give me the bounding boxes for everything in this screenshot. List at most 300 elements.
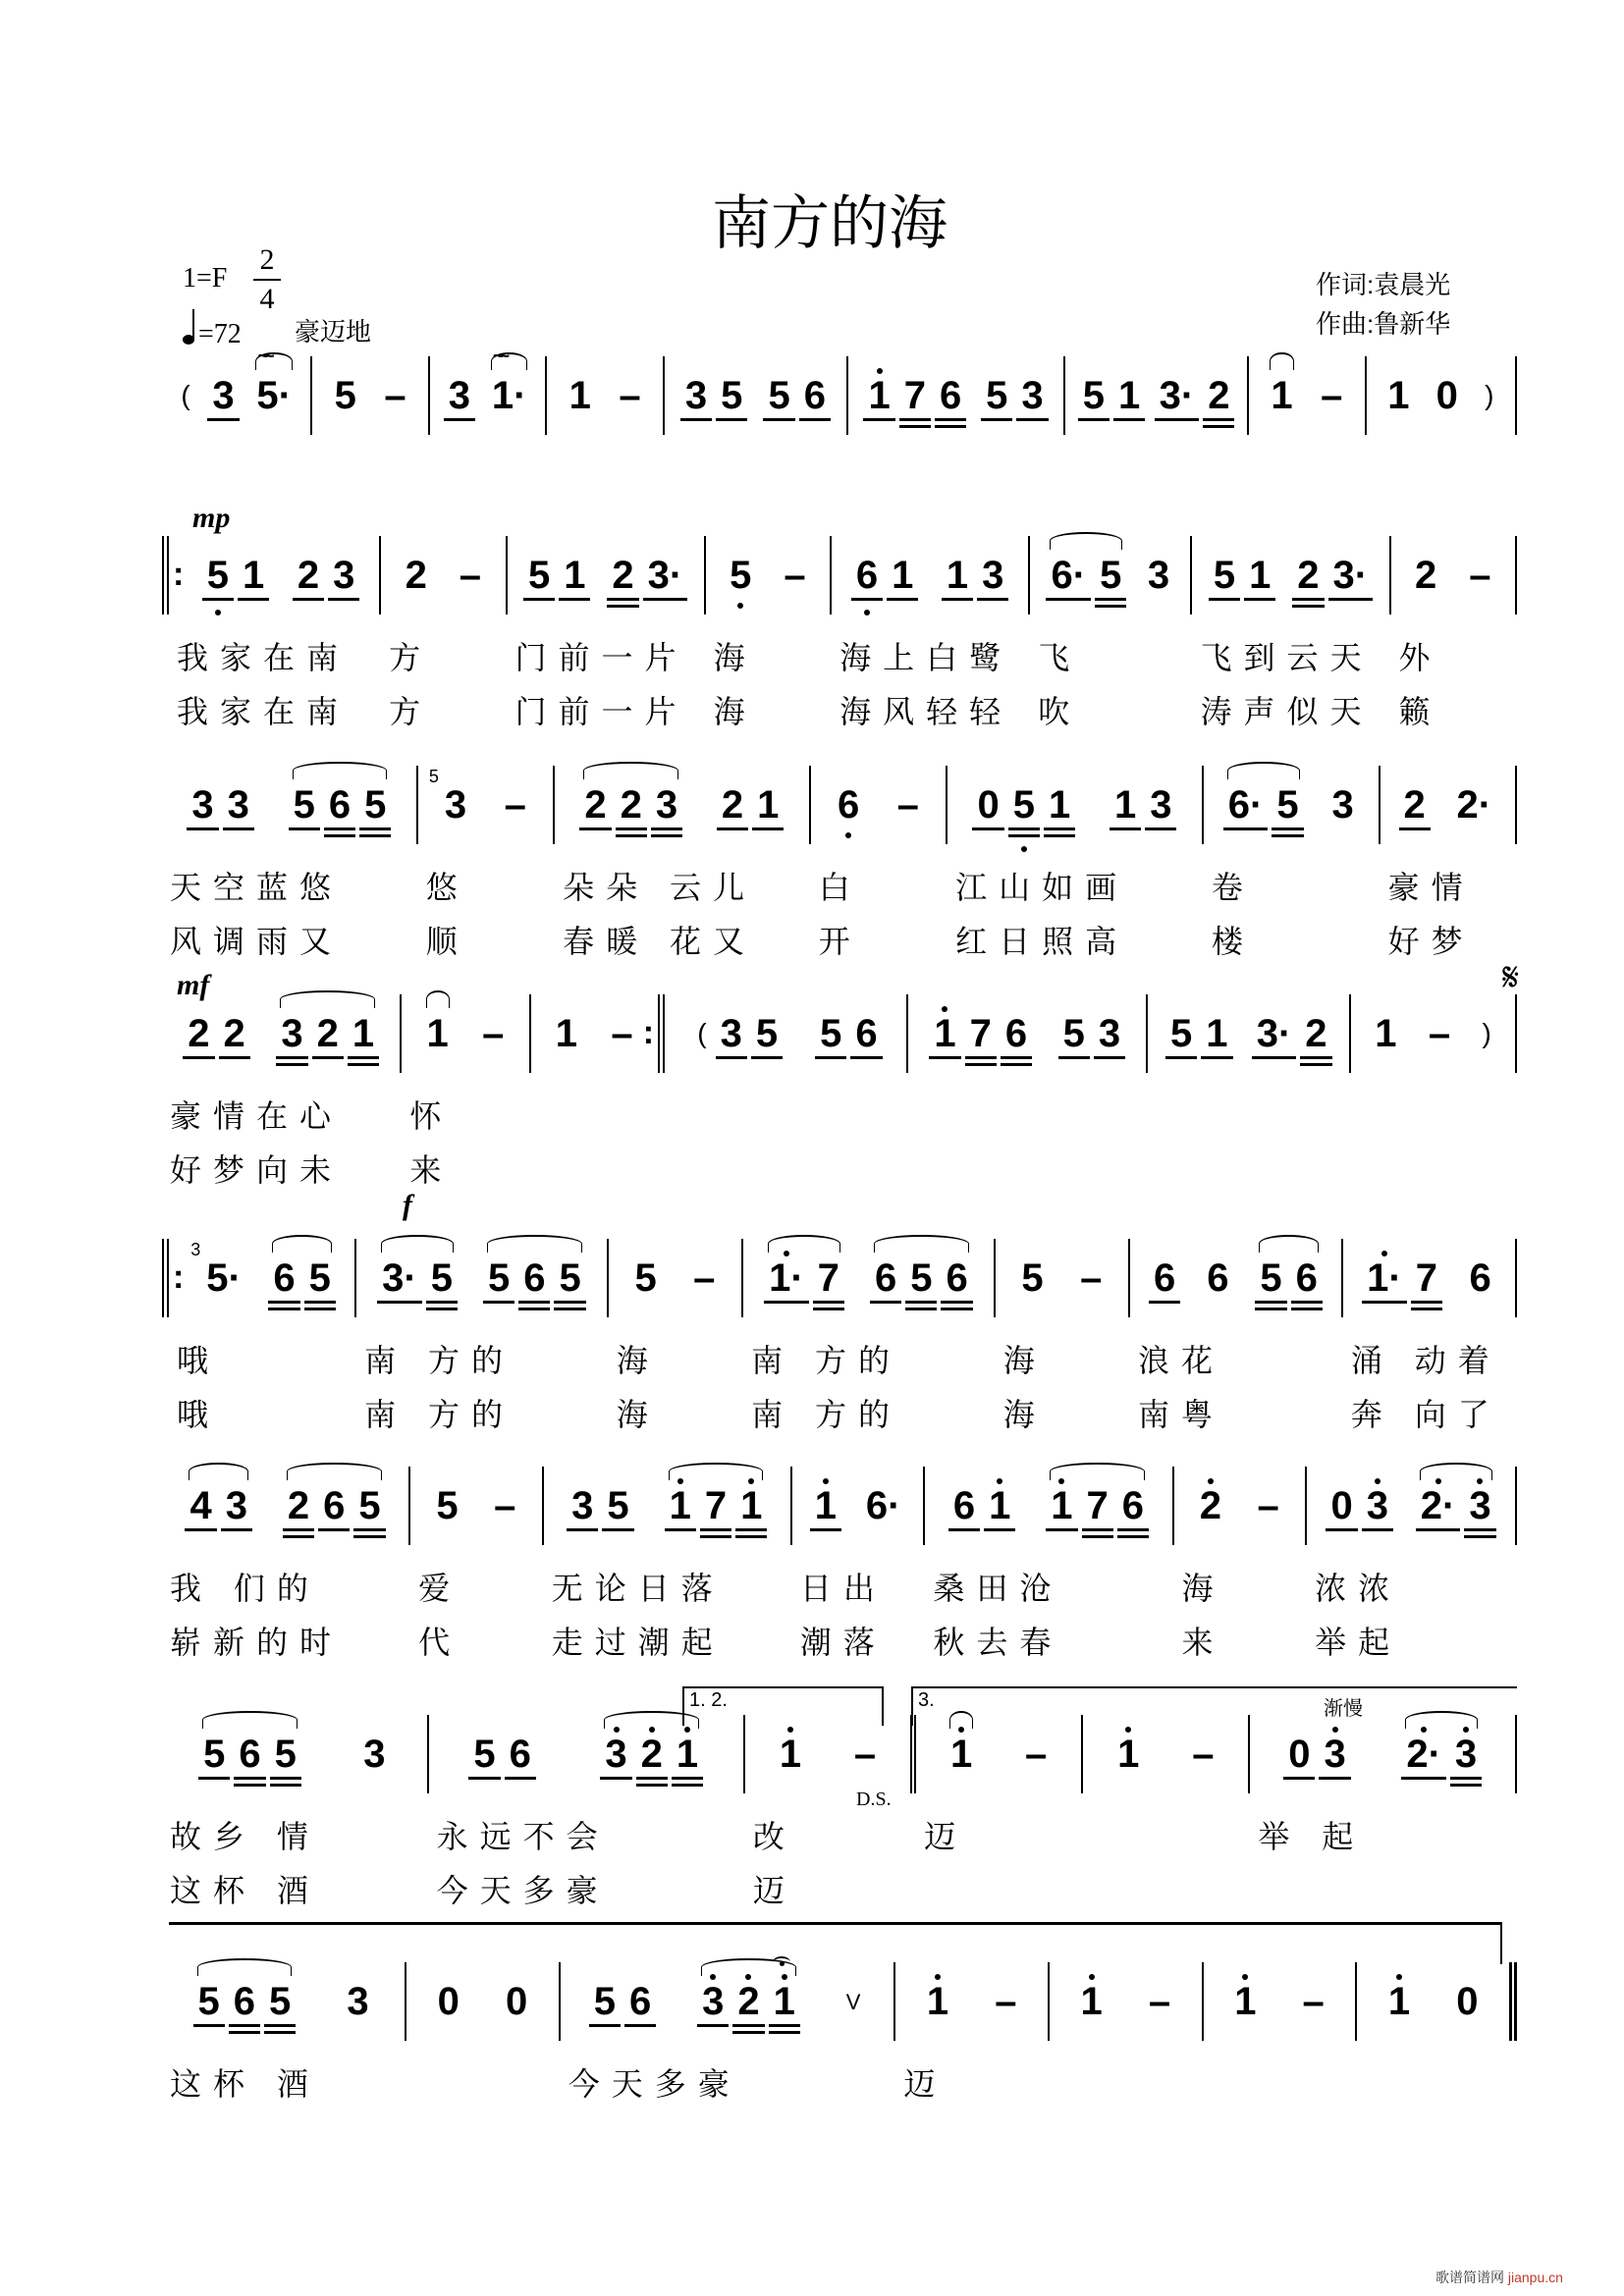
underline bbox=[238, 598, 269, 601]
parenthesis bbox=[1478, 372, 1500, 419]
beat bbox=[1250, 1010, 1334, 1057]
measure bbox=[923, 1467, 1171, 1660]
beat bbox=[274, 1010, 381, 1057]
note bbox=[988, 1978, 1023, 2025]
beat bbox=[1422, 1010, 1457, 1057]
lyric-line-1: 方 bbox=[389, 640, 433, 675]
dynamic-mp: mp bbox=[192, 502, 231, 534]
note bbox=[885, 552, 920, 599]
note-digit: 6 bbox=[855, 1012, 878, 1055]
note-digit: 1 bbox=[1387, 374, 1410, 417]
measure bbox=[559, 1962, 894, 2102]
underline bbox=[799, 418, 831, 421]
measure bbox=[428, 346, 546, 435]
augmentation-dot: · bbox=[1478, 783, 1492, 827]
note bbox=[1408, 552, 1443, 599]
note bbox=[475, 1010, 511, 1057]
underline bbox=[1008, 834, 1040, 837]
beat bbox=[466, 1731, 538, 1778]
underline bbox=[1209, 598, 1240, 601]
high-octave-dot bbox=[823, 1478, 829, 1484]
note-digit: 5 bbox=[206, 1256, 229, 1300]
fermata-icon bbox=[773, 1956, 790, 1968]
note-digit: 5 bbox=[910, 1256, 933, 1300]
composer-credit: 作曲:鲁新华 bbox=[1316, 309, 1451, 339]
beat bbox=[762, 1255, 846, 1302]
underline bbox=[353, 1535, 385, 1538]
note bbox=[1281, 1731, 1317, 1778]
note-digit: 1 bbox=[1051, 1484, 1073, 1527]
low-octave-dot bbox=[737, 603, 743, 609]
note bbox=[627, 1255, 663, 1302]
note-digit: 6 bbox=[1207, 1256, 1229, 1300]
lyric-line-1: 迈 bbox=[924, 1819, 968, 1854]
note-digit: 3 bbox=[684, 374, 708, 417]
note bbox=[377, 372, 412, 419]
beat bbox=[1056, 1010, 1128, 1057]
note-digit: – bbox=[693, 1256, 716, 1300]
note bbox=[897, 372, 933, 419]
note bbox=[262, 1978, 298, 2025]
watermark-site: 歌谱简谱网 bbox=[1435, 2269, 1504, 2285]
note-digit: 6 bbox=[1295, 1256, 1318, 1300]
underline bbox=[304, 1301, 336, 1304]
note-digit: 5 bbox=[730, 554, 752, 597]
note bbox=[761, 372, 796, 419]
note-digit: 5 bbox=[1082, 374, 1105, 417]
beat bbox=[587, 1978, 659, 2025]
underline bbox=[202, 598, 234, 601]
underline bbox=[221, 1528, 252, 1531]
high-octave-dot bbox=[649, 1727, 655, 1733]
note-digit: 6 bbox=[273, 1256, 296, 1300]
beat bbox=[1368, 1010, 1403, 1057]
beat bbox=[442, 372, 477, 419]
note bbox=[939, 1255, 974, 1302]
note-digit: 1 bbox=[814, 1484, 837, 1527]
beat bbox=[174, 372, 196, 419]
note-digit: 3 bbox=[212, 374, 235, 417]
beat bbox=[1108, 781, 1179, 828]
note-digit: 5 bbox=[274, 1733, 297, 1776]
note bbox=[340, 1978, 375, 2025]
note-digit: 0 bbox=[1330, 1484, 1353, 1527]
underline bbox=[1078, 418, 1110, 421]
underline bbox=[1362, 1301, 1407, 1304]
dynamic-mf: mf bbox=[177, 969, 210, 1001]
beat bbox=[185, 781, 256, 828]
lyric-line-1: 无论日落 bbox=[551, 1571, 725, 1606]
volta-3-continuation bbox=[169, 1922, 1502, 1964]
beat bbox=[1074, 1978, 1110, 2025]
beat bbox=[1478, 372, 1500, 419]
measure bbox=[846, 356, 1063, 435]
underline bbox=[1203, 418, 1234, 421]
underline bbox=[1008, 828, 1040, 830]
note-digit: 1 bbox=[1387, 1980, 1411, 2023]
underline bbox=[716, 1056, 747, 1059]
note bbox=[1253, 1255, 1288, 1302]
note-digit: 3 bbox=[1324, 1733, 1346, 1776]
underline bbox=[948, 1528, 980, 1531]
note bbox=[1147, 1255, 1182, 1302]
underline bbox=[270, 1784, 301, 1787]
note-digit: 1 bbox=[1375, 1012, 1397, 1055]
beat bbox=[947, 1482, 1018, 1529]
note bbox=[944, 1731, 979, 1778]
note bbox=[185, 781, 220, 828]
note bbox=[1042, 781, 1077, 828]
beat bbox=[499, 1978, 534, 2025]
note bbox=[808, 1482, 843, 1529]
staff-row bbox=[162, 346, 1517, 435]
note bbox=[429, 1482, 464, 1529]
note-digit: 6 bbox=[1121, 1484, 1145, 1527]
beat bbox=[399, 552, 434, 599]
note bbox=[605, 552, 640, 599]
note bbox=[1448, 1731, 1484, 1778]
note-digit: 1 bbox=[555, 1012, 577, 1055]
underline bbox=[984, 1528, 1015, 1531]
lyric-line-2: 海 bbox=[616, 1397, 660, 1432]
beat bbox=[1380, 372, 1416, 419]
note-digit: 1 bbox=[564, 554, 586, 597]
note-digit: 2 bbox=[1297, 554, 1320, 597]
augmentation-dot: · bbox=[1442, 1484, 1456, 1527]
lyric-line-2: 楼 bbox=[1211, 924, 1255, 959]
beat bbox=[1475, 1010, 1497, 1057]
note bbox=[1185, 1731, 1220, 1778]
note-digit: 1 bbox=[1113, 783, 1137, 827]
note-digit: 2 bbox=[640, 1733, 663, 1776]
beat bbox=[1153, 372, 1237, 419]
high-octave-dot bbox=[1463, 1727, 1469, 1733]
measure bbox=[162, 536, 379, 729]
lyric-line-1: 飞到云天 bbox=[1200, 640, 1374, 675]
underline bbox=[1117, 1528, 1149, 1531]
beat bbox=[1325, 781, 1360, 828]
augmentation-dot: · bbox=[1180, 374, 1195, 417]
beat bbox=[183, 1482, 254, 1529]
measure bbox=[162, 1467, 408, 1660]
lyric-line-1: 豪情 bbox=[1387, 870, 1475, 905]
measure bbox=[1389, 536, 1517, 729]
note bbox=[773, 1731, 808, 1778]
volta-3: 3. bbox=[918, 1689, 935, 1711]
note bbox=[1368, 1010, 1403, 1057]
measure bbox=[790, 1467, 924, 1660]
grace-note: 5 bbox=[428, 767, 439, 786]
underline bbox=[328, 598, 359, 601]
underline bbox=[941, 1301, 972, 1304]
measure bbox=[405, 1962, 559, 2041]
note bbox=[1314, 372, 1349, 419]
note-digit: – bbox=[459, 554, 482, 597]
underline bbox=[359, 834, 391, 837]
note-digit: 1 bbox=[1367, 1256, 1389, 1300]
beat bbox=[839, 1989, 868, 2014]
lyric-line-2: 我家在南 bbox=[177, 694, 351, 729]
underline bbox=[643, 598, 688, 601]
high-octave-dot bbox=[935, 1974, 941, 1980]
note-digit: 3 bbox=[1098, 1012, 1121, 1055]
underline bbox=[700, 1535, 731, 1538]
note bbox=[891, 781, 926, 828]
underline bbox=[523, 598, 555, 601]
note-digit: 5 bbox=[364, 783, 387, 827]
tempo-value: =72 bbox=[198, 319, 242, 349]
note bbox=[1221, 781, 1271, 828]
note bbox=[1380, 372, 1416, 419]
low-octave-dot bbox=[864, 610, 870, 615]
note-digit: 6 bbox=[874, 1256, 897, 1300]
beat bbox=[944, 1731, 979, 1778]
note bbox=[1324, 1482, 1359, 1529]
underline bbox=[965, 1063, 997, 1066]
note-digit: 1 bbox=[568, 374, 591, 417]
lyric-line-2: 南粤 bbox=[1138, 1397, 1225, 1432]
underline bbox=[348, 1063, 379, 1066]
note-digit: 1 bbox=[1206, 1012, 1228, 1055]
note-digit: 3 bbox=[605, 1733, 627, 1776]
beat bbox=[678, 372, 750, 419]
beat bbox=[1450, 781, 1499, 828]
underline bbox=[616, 828, 647, 830]
note-digit: 1 bbox=[1249, 554, 1272, 597]
note bbox=[1153, 372, 1202, 419]
underline bbox=[1082, 1535, 1113, 1538]
lyric-line-1: 故乡 情 bbox=[170, 1819, 320, 1854]
measure bbox=[910, 1715, 1081, 1854]
underline bbox=[1399, 828, 1431, 830]
beat bbox=[340, 1978, 375, 2025]
measure bbox=[893, 1962, 1048, 2102]
underline bbox=[1095, 598, 1126, 601]
lyric-line-1: 举 起 bbox=[1258, 1819, 1366, 1854]
lyric-line-1: 江山如画 bbox=[955, 870, 1129, 905]
note-digit: 6 bbox=[1154, 1256, 1176, 1300]
underline bbox=[680, 418, 712, 421]
staff-row bbox=[162, 536, 1517, 729]
note-digit: 2 bbox=[1403, 783, 1426, 827]
lyric-line-1: 豪情在心 bbox=[170, 1098, 344, 1134]
underline bbox=[764, 1301, 809, 1304]
augmentation-dot: · bbox=[1428, 1733, 1441, 1776]
note bbox=[598, 1731, 633, 1778]
note-digit: 5 bbox=[820, 1012, 842, 1055]
underline bbox=[935, 425, 966, 428]
measure bbox=[354, 1239, 607, 1432]
underline bbox=[769, 2024, 800, 2027]
underline bbox=[1044, 834, 1075, 837]
note-digit: 3 bbox=[1147, 554, 1170, 597]
measure bbox=[529, 994, 658, 1073]
beat bbox=[429, 1482, 464, 1529]
beat bbox=[577, 781, 684, 828]
note-digit: 1 bbox=[773, 1980, 795, 2023]
beat bbox=[723, 552, 758, 599]
underline bbox=[899, 418, 931, 421]
beat bbox=[1414, 1482, 1498, 1529]
underline bbox=[607, 605, 638, 608]
note-digit: 5 bbox=[206, 554, 230, 597]
note bbox=[933, 372, 968, 419]
underline bbox=[324, 828, 355, 830]
measure bbox=[1355, 1962, 1517, 2041]
beat bbox=[190, 1240, 248, 1302]
measure bbox=[162, 346, 310, 435]
note bbox=[811, 1255, 846, 1302]
underline bbox=[567, 1528, 598, 1531]
lyric-line-2: 好梦 bbox=[1387, 924, 1475, 959]
note bbox=[1044, 1482, 1079, 1529]
note bbox=[1289, 1255, 1325, 1302]
lyric-line-1: 海 bbox=[713, 640, 757, 675]
underline bbox=[616, 834, 647, 837]
underline bbox=[965, 1056, 997, 1059]
note bbox=[1115, 1482, 1151, 1529]
note-digit: 0 bbox=[437, 1980, 460, 2023]
beat bbox=[861, 372, 968, 419]
high-octave-dot bbox=[1375, 1478, 1380, 1484]
augmentation-dot: · bbox=[1388, 1256, 1402, 1300]
note-digit: 1 bbox=[989, 1484, 1011, 1527]
beat bbox=[1164, 1010, 1235, 1057]
note bbox=[1044, 552, 1093, 599]
note-digit: – bbox=[1025, 1733, 1048, 1776]
note-digit: 3 bbox=[382, 1256, 405, 1300]
beat bbox=[428, 767, 473, 828]
note bbox=[831, 781, 866, 828]
underline bbox=[887, 598, 918, 601]
note-digit: – bbox=[853, 1733, 877, 1776]
note bbox=[219, 1482, 254, 1529]
beat bbox=[604, 1010, 639, 1057]
beat bbox=[1314, 372, 1349, 419]
note-digit: 5 bbox=[487, 1256, 511, 1300]
note-digit: 1 bbox=[779, 1733, 802, 1776]
underline bbox=[1255, 1308, 1286, 1310]
underline bbox=[554, 1308, 585, 1310]
note-digit: 1 bbox=[740, 1484, 763, 1527]
note-digit: – bbox=[1321, 374, 1343, 417]
lyric-line-1: 门前一片 bbox=[514, 640, 688, 675]
lyric-line-1: 外 bbox=[1398, 640, 1442, 675]
underline bbox=[1300, 1063, 1331, 1066]
note-digit: 5 bbox=[1100, 554, 1122, 597]
underline bbox=[602, 1528, 633, 1531]
note bbox=[970, 781, 1005, 828]
time-denominator: 4 bbox=[259, 283, 275, 315]
beat bbox=[868, 1255, 975, 1302]
note-digit: 6 bbox=[328, 783, 352, 827]
parenthesis bbox=[1475, 1010, 1497, 1057]
note bbox=[1462, 552, 1497, 599]
note bbox=[714, 1010, 749, 1057]
beat bbox=[1449, 1978, 1485, 2025]
note-digit: – bbox=[504, 783, 526, 827]
underline bbox=[636, 1784, 668, 1787]
underline bbox=[1416, 1528, 1461, 1531]
beat bbox=[431, 1978, 466, 2025]
lyric-line-1: 日出 bbox=[799, 1571, 887, 1606]
note bbox=[698, 1482, 733, 1529]
underline bbox=[1464, 1528, 1495, 1531]
note bbox=[749, 1010, 785, 1057]
note-digit: 5 bbox=[634, 1256, 657, 1300]
lyric-line-2: 哦 bbox=[177, 1397, 221, 1432]
high-octave-dot bbox=[677, 1478, 683, 1484]
note bbox=[975, 552, 1010, 599]
note-digit: 7 bbox=[969, 1012, 992, 1055]
measure bbox=[1063, 356, 1247, 435]
lyric-line-1: 怀 bbox=[409, 1098, 454, 1134]
note-digit: 6 bbox=[1051, 554, 1073, 597]
underline bbox=[863, 418, 894, 421]
beat bbox=[1296, 1978, 1331, 2025]
note-digit: 2 bbox=[188, 1012, 210, 1055]
beat bbox=[1200, 1255, 1235, 1302]
underline bbox=[183, 1056, 214, 1059]
high-octave-dot bbox=[782, 1974, 787, 1980]
lyric-line-1: 海上白鹭 bbox=[839, 640, 1013, 675]
lyric-line-2: 来 bbox=[409, 1152, 454, 1188]
staff-row bbox=[162, 1239, 1517, 1432]
note-digit: 3 bbox=[1021, 374, 1044, 417]
note-digit: 6 bbox=[1004, 1012, 1028, 1055]
note bbox=[600, 1482, 635, 1529]
note bbox=[352, 1482, 387, 1529]
note-digit: – bbox=[611, 1012, 633, 1055]
note bbox=[499, 1978, 534, 2025]
underline bbox=[518, 1301, 550, 1304]
beat bbox=[377, 372, 412, 419]
beat bbox=[1397, 781, 1433, 828]
underline bbox=[283, 1535, 314, 1538]
measure bbox=[809, 766, 946, 959]
note bbox=[498, 781, 533, 828]
underline bbox=[324, 834, 355, 837]
note bbox=[1290, 552, 1326, 599]
underline bbox=[289, 828, 320, 830]
note bbox=[940, 552, 975, 599]
augmentation-dot: · bbox=[1354, 554, 1369, 597]
lyric-line-1: 白 bbox=[818, 870, 862, 905]
note bbox=[1449, 1978, 1485, 2025]
underline bbox=[1044, 828, 1075, 830]
beat bbox=[686, 1255, 722, 1302]
note bbox=[641, 552, 690, 599]
underline bbox=[426, 1301, 458, 1304]
beat bbox=[453, 552, 488, 599]
underline bbox=[1001, 1056, 1032, 1059]
underline bbox=[813, 1301, 844, 1304]
underline bbox=[1292, 598, 1324, 601]
note-digit: ) bbox=[1482, 1018, 1491, 1048]
measure bbox=[506, 536, 704, 729]
beat bbox=[205, 372, 241, 419]
lyric-line-1: 这杯 酒 bbox=[170, 2066, 320, 2102]
underline bbox=[899, 425, 931, 428]
song-title: 南方的海 bbox=[712, 191, 947, 256]
underline bbox=[1244, 598, 1275, 601]
lyric-line-2: 籁 bbox=[1398, 694, 1442, 729]
note bbox=[291, 552, 326, 599]
note-digit: 5 bbox=[269, 1980, 292, 2023]
measure bbox=[1128, 1239, 1341, 1432]
breath-mark bbox=[839, 1991, 868, 2014]
note-digit: 5 bbox=[755, 1012, 779, 1055]
